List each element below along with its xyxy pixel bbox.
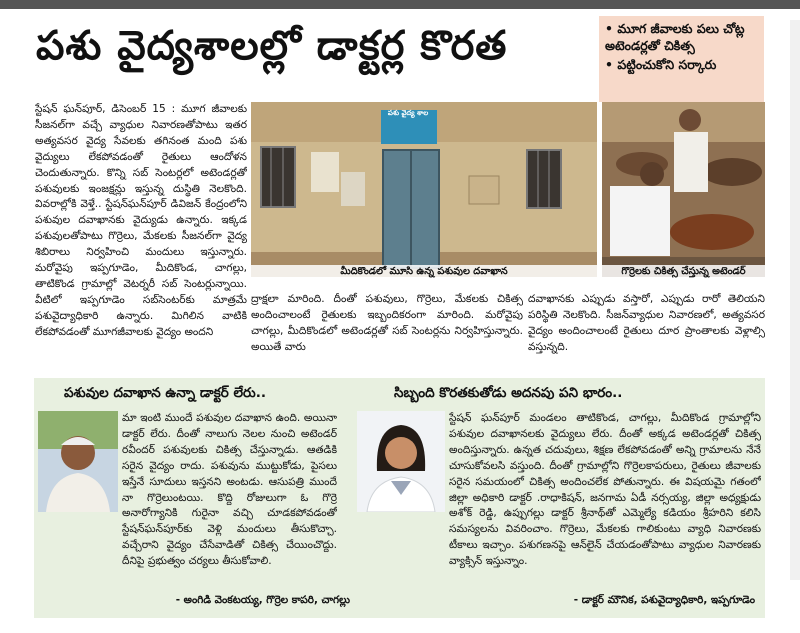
right-section-credit: - డాక్టర్ మౌనిక, పశువైద్యాధికారి, ఇప్పగూడెం [573, 594, 755, 606]
farmer-portrait [38, 411, 118, 512]
article-column-1: స్టేషన్ ఘన్‌పూర్, డిసెంబర్ 15 : మూగ జీవాలకు సీజనల్‌గా వచ్చే వ్యాధుల నివారణతోపాటు ఇతర అత్యవసర వైద్య సేవలకు తగినంత మంది పశు వైద్యులు లేకపోవడంతో రైతులు ఆందోళన చెందుతున్నారు. కొన్ని సబ్ సెంటర్లలో అటెండర్లతో పశువులకు ఇంజక్షన్లు ఇస్తున్న దుస్థితి నెలకొంది. వివరాల్లోకి వెళ్తే.. స్టేషన్‌ఘన్‌పూర్ డివిజన్ కేంద్రంలోని పశువుల దవాఖానకు వైద్యుడు ఉన్నారు. ఇక్కడ పశువులతోపాటు గొర్రెలు, మేకలకు సీజనల్‌గా వైద్య శిబిరాలు నిర్వహించి మందులు ఇస్తున్నారు. మరోవైపు ఇప్పగూడెం, మీదికొండ, చాగల్లు, తాటికొండ గ్రామాల్లో వెటర్నరీ సబ్ సెంటర్లున్నాయి. వీటిలో ఇప్పగూడెం సబ్‌సెంటర్‌కు మాత్రమే పశువైద్యాధికారి ఉన్నారు. మిగిలిన వాటికి లేకపోవడంతో మూగజీవాలకు వైద్యం అందని [35, 103, 247, 338]
doctor-portrait [357, 411, 445, 512]
treatment-photo-caption: గొర్రెలకు చికిత్స చేస్తున్న అటెండర్ [602, 265, 765, 279]
signboard-text: పశు వైద్య శాల [387, 109, 429, 117]
left-section-heading: పశువుల దవాఖాన ఉన్నా డాక్టర్ లేరు.. [64, 385, 266, 401]
highlight-item: • పట్టించుకోని సర్కారు [605, 57, 717, 72]
building-photo-caption: మీదికొండలో మూసి ఉన్న పశువుల దవాఖాన [251, 265, 597, 279]
left-section-body: మా ఇంటి ముందే పశువుల దవాఖాన ఉంది. అయినా డాక్టర్ లేరు. దీంతో నాలుగు నెలల నుంచి అటెండర్ రవీందర్ పశువులకు చికిత్స చేస్తున్నాడు. ఆతడికి సరైన వైద్యం రాదు. పశువును ముట్టుకోడు, పైసలు ఇస్తేనే సూదులు ఇస్తనని అంటడు. ఆసుపత్రి ముందే నా గొర్రెలుంటయి. కొద్ది రోజులుగా ఓ గొర్రె అనారోగ్యానికి గురైనా వచ్చి చూడకపోవడంతో స్టేషన్‌ఘన్‌పూర్‌కు వెళ్లి మందులు తీసుకొచ్చా. వచ్చేరాని వైద్యం చేసేవాడితో చికిత్స చేయించొద్దు. దీనిపై ప్రభుత్వం చర్యలు తీసుకోవాలి. [122, 412, 337, 568]
right-section-body: స్టేషన్ ఘన్‌పూర్ మండలం తాటికొండ, చాగల్లు, మీదికొండ గ్రామాల్లోని పశువుల దవాఖానలకు వైద్యులు లేరు. దీంతో అక్కడ అటెండర్లతో చికిత్స అందిస్తున్నారు. ఉన్నత చదువులు, శిక్షణ లేకపోవడంతో అన్ని గ్రామాలను నేనే చూసుకోవలసి వస్తుంది. దీంతో గ్రామాల్లోని గొర్రెలకాపరులు, రైతులు జీవాలకు సరైన సమయంలో చికిత్స అందించలేక పోతున్నారు. ఈ విషయమై గతంలో జిల్లా అధికారి డాక్టర్ .రాధాకిషన్, జనగామ ఏడీ నర్సయ్య, జిల్లా అధ్యక్షుడు అశోక్ రెడ్డి, ఉప్పుగల్లు డాక్టర్ శ్రీనాథ్‌తో ఎమ్మెల్యే కడియం శ్రీహరిని కలిసి సమస్యలను వివరించాం. గొర్రెలు, మేకలకు గాలికుంటు వ్యాధి నివారణకు టీకాలు ఇచ్చాం. పశుగణనపై ఆన్‌లైన్ చేయడంతోపాటు వ్యాధుల నివారణకు వ్యాక్సిన్ ఇస్తున్నాం. [449, 412, 761, 568]
article-column-3: దవాఖానకు ఎప్పుడు వస్తారో, ఎప్పుడు రారో తెలియని పరిస్థితి నెలకొంది. సీజన్‌వ్యాధుల నివారణలో, అత్యవసర వైద్యం అందించాలంటే రైతులు దూర ప్రాంతాలకు వెళ్లాల్సి వస్తున్నది. [528, 293, 765, 353]
article-column-2: ద్రాక్షలా మారింది. దీంతో పశువులు, గొర్రెలు, మేకలకు చికిత్స అందించాలంటే రైతులకు ఇబ్బందికరంగా మారింది. మరోవైపు చాగల్లు, మీదికొండలో అటెండర్లతో సబ్ సెంటర్లను నిర్వహిస్తున్నారు. అయితే వారు [251, 293, 523, 353]
treatment-photo [602, 102, 765, 277]
highlight-item: • మూగ జీవాలకు పలు చోట్ల అటెండర్లతో చికిత్స [605, 21, 745, 53]
adjacent-page-edge [790, 20, 800, 580]
headline: పశు వైద్యశాలల్లో డాక్టర్ల కొరత [36, 22, 508, 69]
left-section-credit: - అంగిడి వెంకటయ్య, గొర్రెల కాపరి, చాగల్లు [175, 594, 350, 606]
right-section-heading: సిబ్బంది కొరతకుతోడు అదనపు పని భారం.. [394, 385, 623, 401]
page-top-bar [0, 0, 800, 9]
highlights-box [599, 16, 764, 102]
